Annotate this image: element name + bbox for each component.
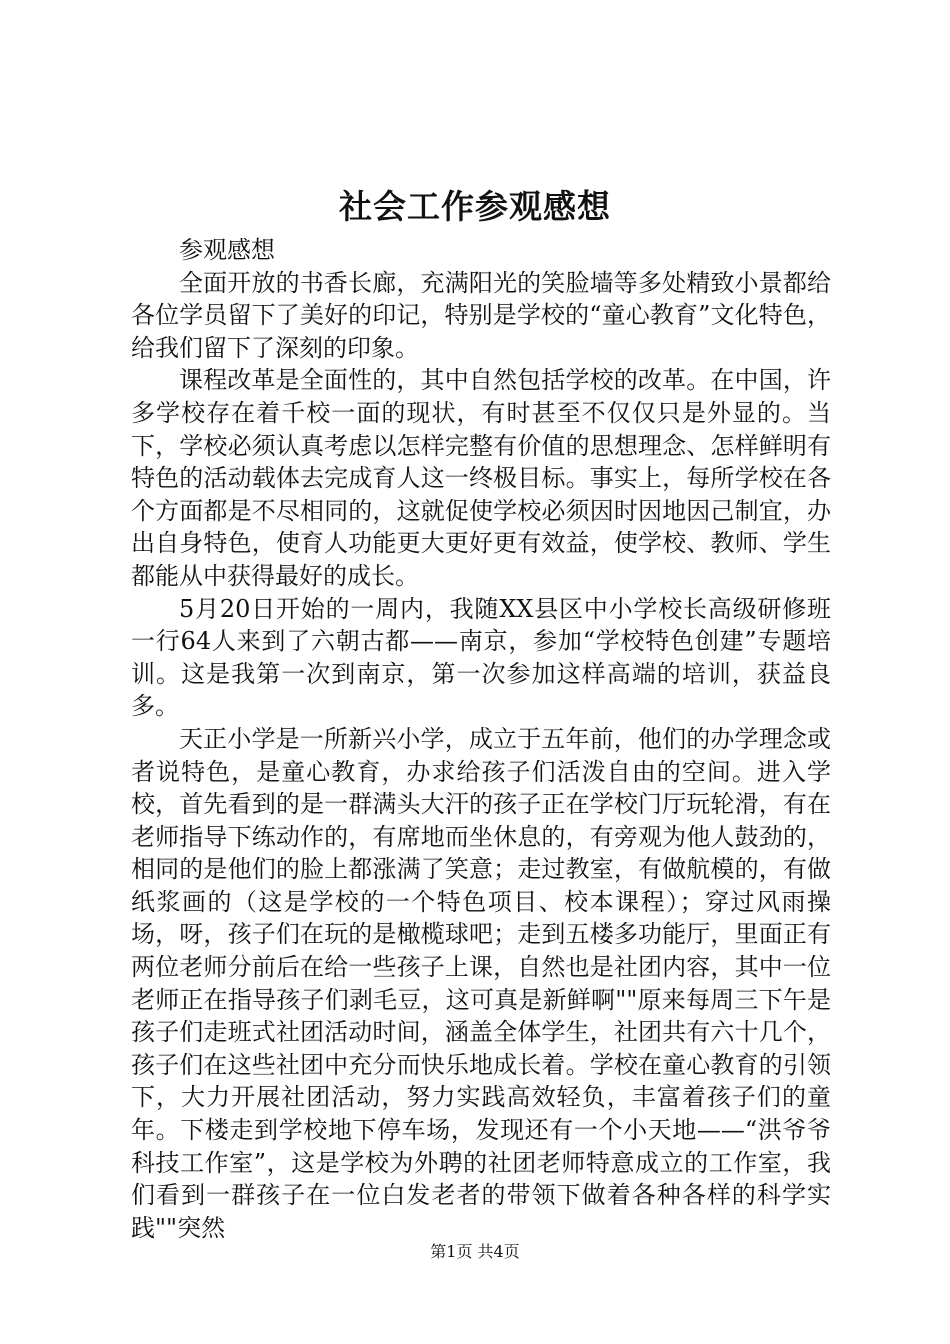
document-body [131,234,831,1244]
paragraph: 课程改革是全面性的，其中自然包括学校的改革。在中国，许多学校存在着千校一面的现状，有时甚至不仅仅只是外显的。当下，学校必须认真考虑以怎样完整有价值的思想理念、怎样鲜明有特色的活动载体去完成育人这一终极目标。事实上，每所学校在各个方面都是不尽相同的，这就促使学校必须因时因地因己制宜，办出自身特色，使育人功能更大更好更有效益，使学校、教师、学生都能从中获得最好的成长。 [131,366,831,590]
section-heading: 参观感想 [179,236,275,264]
paragraph: 5月20日开始的一周内，我随XX县区中小学校长高级研修班一行64人来到了六朝古都——南京，参加“学校特色创建”专题培训。这是我第一次到南京，第一次参加这样高端的培训，获益良多。 [131,594,831,721]
document-title: 社会工作参观感想 [339,187,611,226]
paragraph: 全面开放的书香长廊，充满阳光的笑脸墙等多处精致小景都给各位学员留下了美好的印记，特别是学校的“童心教育”文化特色，给我们留下了深刻的印象。 [131,268,831,362]
page-number: 第1页 共4页 [430,1242,520,1261]
paragraph: 天正小学是一所新兴小学，成立于五年前，他们的办学理念或者说特色，是童心教育，办求给孩子们活泼自由的空间。进入学校，首先看到的是一群满头大汗的孩子正在学校门厅玩轮滑，有在老师指导下练动作的，有席地而坐休息的，有旁观为他人鼓劲的，相同的是他们的脸上都涨满了笑意；走过教室，有做航模的，有做纸浆画的（这是学校的一个特色项目、校本课程）；穿过风雨操场，呀，孩子们在玩的是橄榄球吧；走到五楼多功能厅，里面正有两位老师分前后在给一些孩子上课，自然也是社团内容，其中一位老师正在指导孩子们剥毛豆，这可真是新鲜啊""原来每周三下午是孩子们走班式社团活动时间，涵盖全体学生，社团共有六十几个，孩子们在这些社团中充分而快乐地成长着。学校在童心教育的引领下，大力开展社团活动，努力实践高效轻负，丰富着孩子们的童年。下楼走到学校地下停车场，发现还有一个小天地——“洪爷爷科技工作室”，这是学校为外聘的社团老师特意成立的工作室，我们看到一群孩子在一位白发老者的带领下做着各种各样的科学实践""突然 [131,724,831,1242]
